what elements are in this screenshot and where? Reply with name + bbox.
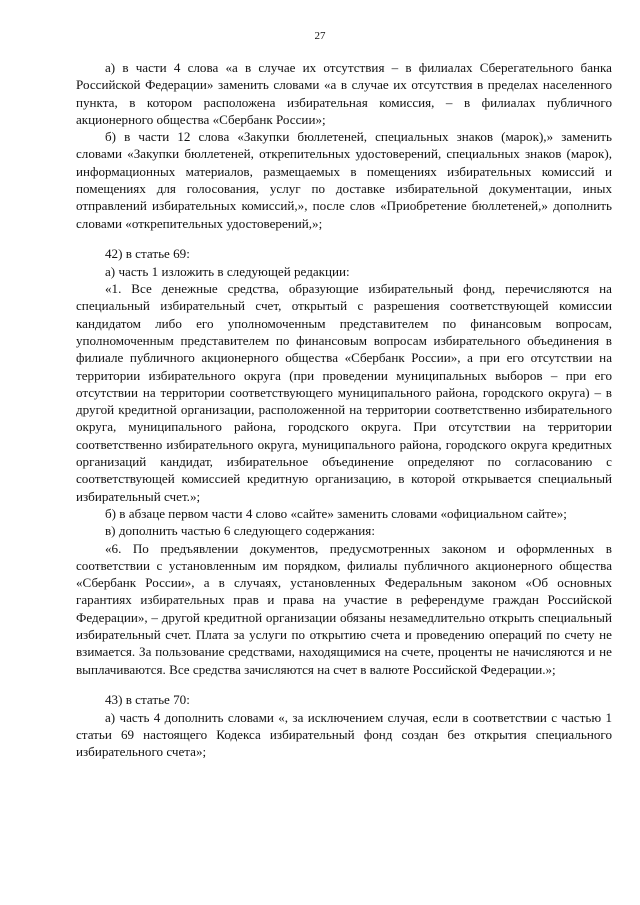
paragraph: «6. По предъявлении документов, предусмотренных законом и оформленных в соответствии с установленным им порядком, филиалы публичного акционерного общества «Сбербанк России», а в случаях, установленных Федеральным законом «Об основных гарантиях избирательных прав и права на участие в референдуме граждан Российской Федерации», – другой кредитной организации обязаны незамедлительно открыть специальный избирательный счет. Плата за услуги по открытию счета и проведению операций по счету не взимается. За пользование средствами, находящимися на счете, проценты не начисляются и не выплачиваются. Все средства зачисляются на счет в валюте Российской Федерации.»;: [76, 540, 612, 677]
paragraph: б) в части 12 слова «Закупки бюллетеней, специальных знаков (марок),» заменить словами «Закупки бюллетеней, открепительных удостоверений, специальных знаков (марок), информационных материалов, размещаемых в помещениях избирательных комиссий и помещениях для голосования, услуг по доставке избирательной документации, иных отправлений избирательных комиссий,», после слов «Приобретение бюллетеней,» дополнить словами «открепительных удостоверений,»;: [76, 129, 612, 231]
paragraph: а) часть 1 изложить в следующей редакции:: [105, 263, 350, 279]
paragraph: в) дополнить частью 6 следующего содержания:: [105, 523, 375, 539]
paragraph: б) в абзаце первом части 4 слово «сайте» заменить словами «официальном сайте»;: [105, 505, 567, 521]
document-body: [76, 59, 612, 761]
paragraph: «1. Все денежные средства, образующие избирательный фонд, перечисляются на специальный избирательный счет, открытый с разрешения соответствующей комиссии кандидатом либо его уполномоченным представителем по финансовым вопросам, уполномоченным представителем по финансовым вопросам избирательного объединения в филиале публичного акционерного общества «Сбербанк России», а при его отсутствии на территории избирательного округа (при проведении муниципальных выборов – при его отсутствии на территории соответствующего муниципального района, городского округа) – в другой кредитной организации, расположенной на территории соответственно избирательного округа, муниципального района, городского округа. При отсутствии на территории соответственно избирательного округа, муниципального района, городского округа кредитных организаций кандидат, избирательное объединение определяют по согласованию с соответствующей комиссией кредитную организацию, в которой открывается специальный избирательный счет.»;: [76, 281, 612, 504]
paragraph: а) в части 4 слова «а в случае их отсутствия – в филиалах Сберегательного банка Российской Федерации» заменить словами «а в случае их отсутствия в пределах населенного пункта, в котором расположена избирательная комиссия, – в филиалах публичного акционерного общества «Сбербанк России»;: [76, 60, 612, 127]
paragraph: 43) в статье 70:: [105, 692, 190, 708]
page-number: 27: [314, 30, 326, 42]
paragraph: а) часть 4 дополнить словами «, за исключением случая, если в соответствии с частью 1 статьи 69 настоящего Кодекса избирательный фонд создан без открытия специального избирательного счета»;: [76, 709, 612, 760]
paragraph: 42) в статье 69:: [105, 246, 190, 262]
